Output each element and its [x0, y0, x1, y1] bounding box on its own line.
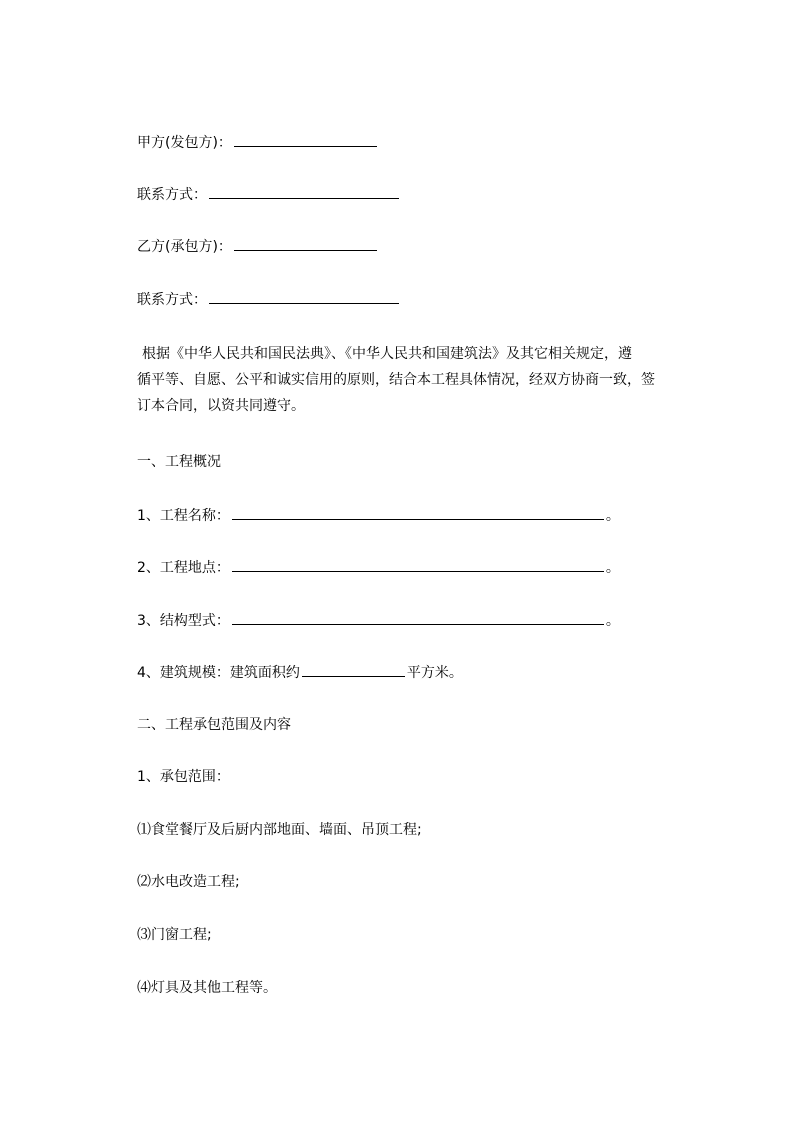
party-b-contact-label: 联系方式： — [137, 292, 207, 308]
section-1-heading: 一、工程概况 — [137, 454, 221, 470]
project-name-line — [137, 505, 620, 526]
party-b-contact-field[interactable] — [209, 289, 399, 304]
structure-type-suffix: 。 — [605, 613, 620, 629]
structure-type-field[interactable] — [232, 610, 604, 625]
project-location-suffix: 。 — [605, 560, 620, 576]
building-scale-label: 4、建筑规模：建筑面积约 — [137, 665, 300, 681]
project-location-field[interactable] — [232, 557, 604, 572]
building-scale-suffix: 平方米。 — [406, 665, 463, 681]
scope-item-1: ⑴食堂餐厅及后厨内部地面、墙面、吊顶工程; — [137, 822, 422, 838]
party-a-line — [137, 132, 379, 153]
project-name-suffix: 。 — [605, 508, 620, 524]
project-name-label: 1、工程名称： — [137, 508, 230, 524]
party-b-field[interactable] — [234, 236, 377, 251]
project-location-label: 2、工程地点： — [137, 560, 230, 576]
party-a-contact-line — [137, 184, 401, 205]
scope-item-2: ⑵水电改造工程; — [137, 874, 240, 890]
project-name-field[interactable] — [232, 505, 604, 520]
party-b-label: 乙方(承包方)： — [137, 239, 232, 255]
scope-label: 1、承包范围： — [137, 769, 230, 785]
section-2-heading: 二、工程承包范围及内容 — [137, 717, 291, 733]
structure-type-label: 3、结构型式： — [137, 613, 230, 629]
scope-item-3: ⑶门窗工程; — [137, 927, 212, 943]
party-b-line — [137, 236, 379, 257]
party-a-contact-label: 联系方式： — [137, 187, 207, 203]
preamble-line-1: 根据《中华人民共和国民法典》、《中华人民共和国建筑法》及其它相关规定，遵 — [142, 346, 632, 362]
preamble-line-3: 订本合同，以资共同遵守。 — [137, 398, 305, 414]
party-a-label: 甲方(发包方)： — [137, 135, 232, 151]
preamble-paragraph — [137, 341, 703, 419]
structure-type-line — [137, 610, 620, 631]
building-scale-line — [137, 662, 463, 683]
party-b-contact-line — [137, 289, 401, 310]
party-a-field[interactable] — [234, 132, 377, 147]
scope-item-4: ⑷灯具及其他工程等。 — [137, 980, 277, 996]
party-a-contact-field[interactable] — [209, 184, 399, 199]
project-location-line — [137, 557, 620, 578]
building-area-field[interactable] — [302, 662, 405, 677]
preamble-line-2: 循平等、自愿、公平和诚实信用的原则，结合本工程具体情况，经双方协商一致，签 — [137, 372, 655, 388]
